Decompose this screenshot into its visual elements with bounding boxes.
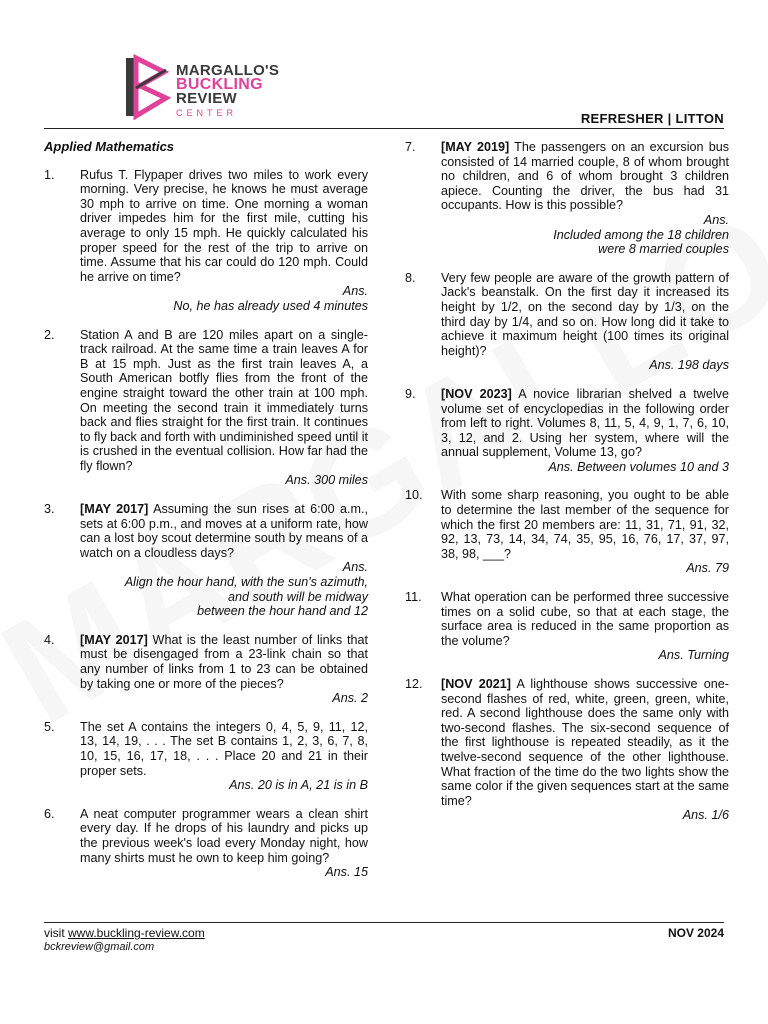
question-number: 12. (405, 677, 423, 691)
question-number: 3. (44, 502, 55, 517)
question-number: 1. (44, 167, 55, 182)
question-item (405, 271, 729, 373)
question-item (44, 720, 368, 793)
question-body: A neat computer programmer wears a clean shirt every day. If he drops of his laundry and picks up the previous week's load every Monday night, how many shirts must he own to keep him going? (80, 806, 368, 865)
question-item (44, 502, 368, 619)
question-text (80, 502, 368, 560)
answer-line: Ans. 20 is in A, 21 is in B (229, 778, 368, 793)
brand-line-4: CENTER (176, 108, 238, 118)
question-text (441, 488, 729, 561)
header-divider (44, 128, 724, 129)
question-item (405, 387, 729, 475)
question-text (441, 677, 729, 808)
answer-line: between the hour hand and 12 (197, 604, 368, 619)
question-text (80, 807, 368, 865)
answer-line: were 8 married couples (598, 242, 729, 257)
brand-line-1: MARGALLO'S (176, 62, 280, 79)
brand-emblem-icon (120, 54, 172, 120)
exam-tag: [MAY 2019] (441, 140, 510, 154)
question-number: 11. (405, 590, 422, 605)
question-body: The passengers on an excursion bus consisted of 14 married couple, 8 of whom brought no children, and 6 of whom brought 3 children apiece. Counting the driver, the bus had 31 occupants. How is this possible? (441, 140, 730, 213)
question-text (441, 387, 729, 460)
question-item (44, 807, 368, 880)
exam-tag: [MAY 2017] (80, 502, 149, 517)
question-item (405, 677, 729, 823)
question-body: The set A contains the integers 0, 4, 5, 9, 11, 12, 13, 14, 19, . . . The set B contains 1, 2, 3, 6, 7, 8, 10, 15, 16, 17, 18, . . . Place 20 and 21 in their proper sets. (80, 719, 368, 778)
footer-date: NOV 2024 (667, 926, 724, 940)
answer-line: Ans. 2 (332, 691, 368, 706)
question-body: Rufus T. Flypaper drives two miles to work every morning. Very precise, he knows he must average 30 mph to arrive on time. One morning a woman driver impedes him for the first mile, cutting his average to only 15 mph. He quickly calculated his proper speed for the rest of the trip to arrive on time. Assume that his car could do 120 mph. Could he arrive on time? (80, 167, 368, 284)
answer-line: Ans. 198 days (649, 358, 729, 373)
question-list-left (44, 168, 368, 880)
footer-email: bckreview@gmail.com (44, 941, 155, 953)
question-number: 6. (44, 806, 55, 821)
question-list-right (405, 140, 729, 823)
footer-website-link[interactable]: www.buckling-review.com (68, 926, 205, 940)
question-text (80, 168, 368, 285)
answer-line: Ans. 1/6 (682, 808, 729, 823)
question-number: 2. (44, 327, 55, 342)
question-text (441, 590, 729, 648)
question-body: Very few people are aware of the growth pattern of Jack's beanstalk. On the first day it increased its height by 1/2, on the second day by 1/3, on the third day by 1/4, and so on. How long did it take to achieve it maximum height (100 times its original height)? (441, 270, 729, 358)
question-number: 9. (405, 386, 416, 401)
question-item (44, 328, 368, 489)
question-item (405, 488, 729, 576)
answer-line: Included among the 18 children (553, 227, 729, 242)
answer-line: Ans. (342, 560, 368, 575)
question-number: 5. (44, 719, 55, 734)
question-body: A novice librarian shelved a twelve volume set of encyclopedias in the following order from left to right. Volumes 8, 11, 5, 4, 9, 1, 7, 6, 10, 3, 12, and 2. Using her system, where will the annual supplement, Volume 13, go? (441, 386, 729, 460)
footer-contact (44, 926, 205, 954)
exam-tag: [NOV 2021] (441, 677, 511, 691)
question-text (80, 633, 368, 691)
question-text (441, 140, 729, 213)
question-body: What is the least number of links that must be disengaged from a 23-link chain so that any number of links from 1 to 23 can be obtained by taking one or more of the pieces? (80, 632, 368, 691)
exam-tag: [NOV 2023] (441, 386, 512, 401)
answer-line: Ans. 15 (325, 865, 368, 880)
question-number: 10. (405, 488, 423, 503)
answer-line: Ans. Turning (658, 648, 729, 663)
question-number: 7. (405, 140, 416, 154)
question-item (44, 633, 368, 706)
answer-line: Ans. (342, 284, 368, 299)
left-column (44, 140, 368, 894)
question-text (441, 271, 729, 359)
right-column (405, 140, 729, 837)
section-title: Applied Mathematics (44, 139, 175, 154)
question-body: Station A and B are 120 miles apart on a single-track railroad. At the same time a train leaves A for B at 15 mph. Just as the first train leaves A, a South American botfly flies from the front of the engine straight toward the other train at 100 mph. On meeting the second train it immediately turns back and flies straight for the first train. It continues to fly back and forth with undiminished speed until it is crushed in the eventual collision. How far had the fly flown? (80, 327, 368, 473)
question-item (44, 168, 368, 314)
footer-divider (44, 922, 724, 923)
question-number: 4. (44, 632, 55, 647)
question-body: What operation can be performed three successive times on a solid cube, so that at each stage, the surface area is reduced in the same proportion as the volume? (441, 590, 729, 648)
brand-line-3: REVIEW (176, 90, 237, 107)
question-item (405, 590, 729, 663)
question-body: A lighthouse shows successive one-second flashes of red, white, green, green, white, red. A second lighthouse does the same only with two-second flashes. The six-second sequence of the first lighthouse is repeated steadily, as it the twelve-second sequence of the other lighthouse. What fraction of the time do the two lights show the same color if the given sequences start at the same time? (441, 677, 729, 808)
question-text (80, 328, 368, 474)
answer-line: Ans. (703, 212, 729, 227)
question-body: With some sharp reasoning, you ought to be able to determine the last member of the sequence for which the first 20 members are: 11, 31, 71, 91, 32, 92, 13, 73, 14, 34, 74, 35, 95, 16, 76, 17, 37, 97, 38, 98, ___? (441, 488, 729, 561)
brand-logo (120, 54, 320, 120)
question-text (80, 720, 368, 778)
answer-line: No, he has already used 4 minutes (173, 298, 368, 313)
footer-visit-label: visit (44, 926, 68, 940)
answer-line: Ans. Between volumes 10 and 3 (548, 459, 729, 474)
answer-line: Ans. 79 (686, 561, 729, 576)
answer-line: Ans. 300 miles (285, 473, 368, 488)
answer-line: and south will be midway (227, 589, 368, 604)
exam-tag: [MAY 2017] (80, 632, 148, 647)
brand-line-2: BUCKLING (176, 76, 263, 93)
question-number: 8. (405, 270, 416, 285)
answer-line: Align the hour hand, with the sun's azimuth, (124, 575, 368, 590)
question-body: Assuming the sun rises at 6:00 a.m., sets at 6:00 p.m., and moves at a uniform rate, how can a lost boy scout determine south by means of a watch on a cloudless days? (80, 502, 369, 560)
header-title: REFRESHER | LITTON (580, 111, 724, 126)
question-item (405, 140, 729, 257)
